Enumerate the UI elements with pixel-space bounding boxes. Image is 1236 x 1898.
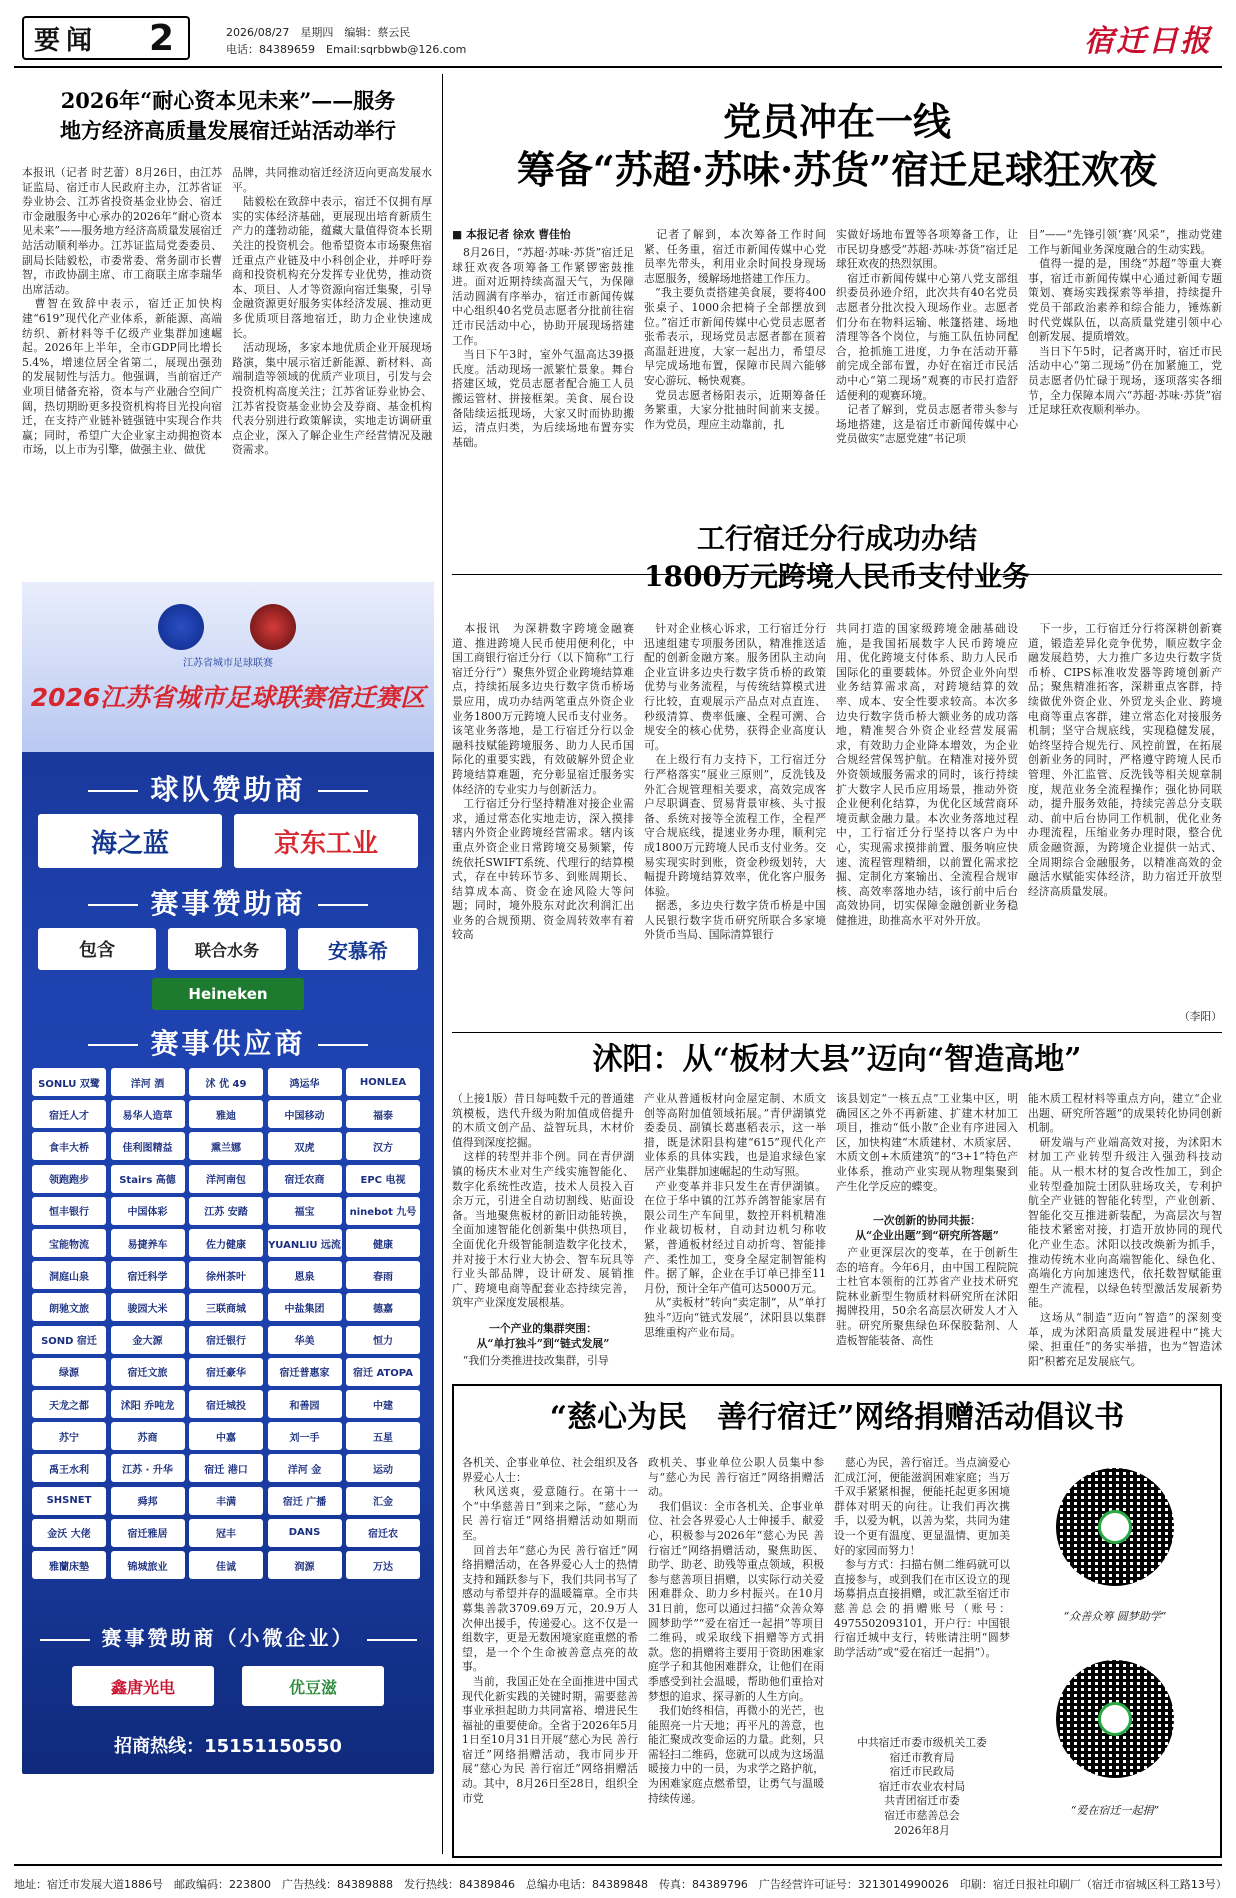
article2-column-2: 记者了解到，本次筹备工作时间紧、任务重，宿迁市新闻传媒中心党员率先带头，利用业余时间投身现场志愿服务，缓解场地搭建工作压力。 “我主要负责搭建美食展，要将400张桌子、1000余把椅子全部摆放到位。”宿迁市新闻传媒中心党员志愿者张希表示，现场党员志愿者都在顶着高温赶进度，大家一起出力，希望尽早完成场地布置，保障市民周六能够安心游玩、畅快观赛。 党员志愿者杨阳表示，近期筹备任务繁重，大家分批抽时间前来支援。作为党员，理应主动靠前，扎 xyxy=(644,228,826,431)
article3-column-2: 针对企业核心诉求，工行宿迁分行迅速组建专项服务团队，精准推送适配的创新金融方案。服务团队主动向企业宣讲多边央行数字货币桥的政策优势与业务流程，与传统结算模式进行比较，直观展示产品点对点直连、秒级清算、费率低廉、全程可溯、合规安全的核心优势，获得企业高度认可。 在上级行有力支持下，工行宿迁分行严格落实“展业三原则”，反洗钱及外汇合规管理相关要求，高效完成客户尽职调查、贸易背景审核、头寸报备、系统对接等全流程工作，全程严守合规底线，提速业务办理，顺利完成1800万元跨境人民币支付业务。交易实现实时到账，资金秒级划转，大幅提升跨境结算效率，优化客户服务体验。 据悉，多边央行数字货币桥是中国人民银行数字货币研究所联合多家境外货币当局、国际清算银行 xyxy=(644,622,826,942)
qr-code-scholarship[interactable] xyxy=(1056,1468,1174,1586)
supplier-logo: 宿迁普惠家 xyxy=(268,1358,342,1386)
article2-title-line1: 党员冲在一线 xyxy=(722,99,951,144)
supplier-logo: 苏商 xyxy=(111,1422,185,1450)
supplier-logo: 苏宁 xyxy=(32,1422,106,1450)
section-name: 要闻 xyxy=(34,25,99,56)
article1-column-2: 品牌，共同推动宿迁经济迈向更高发展水平。 陆毅松在致辞中表示，宿迁不仅拥有厚实的实体经济基础，更展现出培育新质生产力的蓬勃动能，蕴藏大量值得资本长期关注的投资机会。他希望资本市场聚焦宿迁重点产业链及中小科创企业，并呼吁券商和投资机构充分发挥专业优势，推动资本、项目、人才等资源向宿迁集聚，引导金融资源更好服务实体经济发展、推动更多优质项目落地宿迁，助力企业快速成长。 活动现场，多家本地优质企业开展现场路演，集中展示宿迁新能源、新材料、高端制造等领域的优质产业项目，引发与会投资机构高度关注；江苏省证券业协会、江苏省投资基金业协会及券商、基金机构代表分别进行政策解读，实地走访调研重点企业，深入了解企业生产经营情况及融资需求。 xyxy=(232,166,432,457)
league-emblem-icon xyxy=(158,604,204,650)
team-sponsor-1: 海之蓝 xyxy=(38,814,222,868)
supplier-logo: 鸿运华 xyxy=(268,1068,342,1096)
event-sponsor-3: 安慕希 xyxy=(298,928,418,970)
article5-signatories: 中共宿迁市委市级机关工委 宿迁市教育局 宿迁市民政局 宿迁市农业农村局 共青团宿迁市委 宿迁市慈善总会 2026年8月 xyxy=(857,1736,987,1837)
article2-column-4: 目”——“先锋引领‘赛’风采”，推动党建工作与新闻业务深度融合的生动实践。 值得一提的是，围绕“苏超”等重大赛事，宿迁市新闻传媒中心通过新闻专题策划、赛场实践探索等举措，持续提升党员干部政治素养和综合能力，锤炼新时代党媒队伍，以高质量党建引领中心创新发展、提质增效。 当日下午5时，记者离开时，宿迁市民活动中心“第二现场”仍在加紧施工，党员志愿者仍忙碌于现场，逐项落实各细节，全力保障本周六“苏超·苏味·苏货”宿迁足球狂欢夜顺利举办。 xyxy=(1028,228,1222,417)
supplier-logo: 宿迁城投 xyxy=(189,1390,263,1418)
supplier-logo: 福泰 xyxy=(346,1100,420,1128)
supplier-logo: 宿迁 港口 xyxy=(189,1454,263,1482)
article3-column-1: 本报讯 为深耕数字跨境金融赛道、推进跨境人民币使用便利化，中国工商银行宿迁分行（以下简称“工行宿迁分行”）聚焦外贸企业跨境结算难点，持续拓展多边央行数字货币桥场景应用，成功办结两笔重点外资企业业务1800万元跨境人民币支付业务。该笔业务落地，是工行宿迁分行以金融科技赋能跨境服务、助力人民币国际化的重要实践，有效破解外贸企业跨境结算难题，充分彰显宿迁服务实体经济的专业实力与创新活力。 工行宿迁分行坚持精准对接企业需求，通过常态化实地走访，深入摸排辖内外资企业跨境经营需求。辖内该重点外资企业日常跨境交易频繁，传统依托SWIFT系统、代理行的结算模式，存在中转环节多、到账周期长、结算成本高、资金在途风险大等问题；同时，境外股东对此次利润汇出业务的合规预期、资金周转效率有着较高 xyxy=(452,622,634,942)
supplier-logo: 天龙之都 xyxy=(32,1390,106,1418)
supplier-logo: 恩泉 xyxy=(268,1261,342,1289)
team-sponsor-heading: 球队赞助商 xyxy=(22,768,434,808)
supplier-logo: 朗驰文旅 xyxy=(32,1293,106,1321)
article1-headline xyxy=(18,86,438,146)
supplier-logo: 和善园 xyxy=(268,1390,342,1418)
article2-headline xyxy=(452,98,1222,194)
supplier-logo: 宿迁人才 xyxy=(32,1100,106,1128)
event-sponsor-4: Heineken xyxy=(152,978,304,1010)
supplier-logo: 汉方 xyxy=(346,1132,420,1160)
supplier-logo: 中盐集团 xyxy=(268,1293,342,1321)
supplier-logo: 沭阳 乔吨龙 xyxy=(111,1390,185,1418)
supplier-logo: 熏兰娜 xyxy=(189,1132,263,1160)
article4-column-4: 能木质工程材料等重点方向，建立“企业出题、研究所答题”的成果转化协同创新机制。 研发端与产业端高效对接，为沭阳木材加工产业转型升级注入强劲科技动能。从一根木材的复合改性加工，到企业转型叠加院士团队驻场攻关，专利护航全产业链的智能化转型，产业创新、智能化交互推进新装配，为高层次与智能技术紧密对接，打造开放协同的现代化产业生态。沭阳以技改焕新为抓手，推动传统木业向高端智能化、绿色化、高端化方向加速迭代，依托数智赋能重塑生产流程，以绿色转型激活发展新势能。 这场从“制造”迈向“智造”的深刻变革，成为沭阳高质量发展进程中“挑大梁、担重任”的务实举措，也为“智造沭阳”积蓄充足发展底气。 xyxy=(1028,1092,1222,1368)
supplier-logo: 锦城旅业 xyxy=(111,1551,185,1579)
supplier-logo: 禹王水利 xyxy=(32,1454,106,1482)
supplier-logo: 易华人造草 xyxy=(111,1100,185,1128)
supplier-logo: 佳利图精益 xyxy=(111,1132,185,1160)
supplier-logo: ninebot 九号 xyxy=(346,1197,420,1225)
supplier-logo: 佐力健康 xyxy=(189,1229,263,1257)
article5-column-1: 各机关、企事业单位、社会组织及各界爱心人士： 秋风送爽，爱意随行。在第十一个“中华慈善日”到来之际，“慈心为民 善行宿迁”网络捐赠活动如期而至。 回首去年“慈心为民 善行宿迁”网络捐赠活动，在各界爱心人士的热情支持和踊跃参与下，我们共同书写了感动与希望并存的温暖篇章。全市共募集善款3709.69万元，20.9万人次伸出援手，传递爱心。这不仅是一组数字，更是无数困境家庭重燃的希望，是一个个生命被善意点亮的故事。 当前，我国正处在全面推进中国式现代化新实践的关键时期，需要慈善事业承担起助力共同富裕、增进民生福祉的重要使命。全省于2026年5月1日至10月31日开展“慈心为民 善行宿迁”网络捐赠活动，我市同步开展“慈心为民 善行宿迁”网络捐赠活动。其中，8月26日至28日，组织全市党 xyxy=(462,1456,638,1805)
supplier-logo: 沭 优 49 xyxy=(189,1068,263,1096)
supplier-logo: 恒力 xyxy=(346,1326,420,1354)
supplier-logo: 宿迁 ATOPA xyxy=(346,1358,420,1386)
article4-column-1: （上接1版）昔日每吨数千元的普通建筑模板，迭代升级为附加值成倍提升的木质文创产品、益智玩具，木材价值得到深度挖掘。 这样的转型并非个例。同在青伊湖镇的杨庆木业对生产线实施智能化、数字化系统性改造，技术人员投入百余万元，引进全自动切割线、贴面设备。当地聚焦板材的新旧动能转换，全面加速智能化创新集中供热项目，全面优化升级智能制造数字化技术，并对接于木行业大协会、智车玩具等行业头部品牌，设计研发、展销推广、跨境电商等配套业态持续完善，筑牢产业深度发展根基。 xyxy=(452,1092,634,1310)
supplier-logo: 中国移动 xyxy=(268,1100,342,1128)
supplier-logo: 骏园大米 xyxy=(111,1293,185,1321)
article4-column-3: 该县划定“一核五点”工业集中区，明确园区之外不再新建、扩建木材加工项目，推动“低小散”企业有序进园入区，加快构建“木质建材、木质家居、木质文创+木质建筑”的“3+1”特色产业体系，推动产业实现从物理集聚到产生化学反应的蝶变。 xyxy=(836,1092,1018,1193)
article4-column-2: 产业从普通板材向金屋定制、木质文创等高附加值领域拓展。”青伊湖镇党委委员、副镇长葛惠稻表示，这一举措，既是沭阳县构建“615”现代化产业体系的具体实践，也是追求绿色家居产业集群加速崛起的生动写照。 产业变革并非只发生在青伊湖镇。在位于华中镇的江苏乔鸽智能家居有限公司生产车间里，数控开料机精准作业裁切板材，自动封边机匀称收紧，普通板材经过自动折弯、智能排产、柔性加工，变身全屋定制智能构件。据了解，企业在手订单已排至11月份，预计全年产值可达5000万元。 从“卖板材”转向“卖定制”，从“单打独斗”迈向“链式发展”，沭阳县以集群思维重构产业布局。 xyxy=(644,1092,826,1339)
supplier-logo: 中嘉 xyxy=(189,1422,263,1450)
supplier-logo: 五星 xyxy=(346,1422,420,1450)
article1-title-line1: 2026年“耐心资本见未来”——服务 xyxy=(60,88,396,113)
article4-column-1-cont: “我们分类推进技改集群，引导 xyxy=(452,1354,609,1367)
issue-contact: 电话：84389659 Email:sqrbbwb@126.com xyxy=(226,43,467,56)
footer-info: 地址：宿迁市发展大道1886号 邮政编码：223800 广告热线：84389888 发行热线：84389846 总编办电话：84389848 传真：84389796 广告经营许可证号：3213014990026 印刷：宿迁日报社印刷厂（宿迁市宿城区科工路13号） xyxy=(14,1878,1227,1891)
supplier-logo: 中国体彩 xyxy=(111,1197,185,1225)
supplier-logo: 雅迪 xyxy=(189,1100,263,1128)
supplier-logo: Stairs 高德 xyxy=(111,1165,185,1193)
supplier-logo: 刘一手 xyxy=(268,1422,342,1450)
article3-title-line1: 工行宿迁分行成功办结 xyxy=(696,522,977,555)
issue-date-editor: 2026/08/27 星期四 编辑：蔡云民 xyxy=(226,26,411,39)
article3-title-line2: 1800万元跨境人民币支付业务 xyxy=(644,560,1030,593)
qr-caption-donate: “爱在宿迁一起捐” xyxy=(1070,1804,1160,1817)
supplier-logo: 德嘉 xyxy=(346,1293,420,1321)
supplier-logo: 润源 xyxy=(268,1551,342,1579)
article4-subhead-1: 一个产业的集群突围： 从“单打独斗”到“链式发展” xyxy=(476,1322,610,1350)
micro-sponsor-heading: 赛事赞助商（小微企业） xyxy=(22,1622,434,1651)
supplier-logo: YUANLIU 远流 xyxy=(268,1229,342,1257)
supplier-heading: 赛事供应商 xyxy=(22,1022,434,1062)
supplier-logo: 佳诚 xyxy=(189,1551,263,1579)
supplier-logo: 洋河 金 xyxy=(268,1454,342,1482)
supplier-logo: 冠丰 xyxy=(189,1519,263,1547)
micro-sponsor-2: 优豆滋 xyxy=(242,1666,384,1706)
supplier-logo: 洋河 酒 xyxy=(111,1068,185,1096)
supplier-logo: 绿源 xyxy=(32,1358,106,1386)
supplier-logo: HONLEA xyxy=(346,1068,420,1096)
supplier-logo: 汇金 xyxy=(346,1487,420,1515)
supplier-logo: 健康 xyxy=(346,1229,420,1257)
supplier-logo: 金大源 xyxy=(111,1326,185,1354)
supplier-logo: 宿迁文旅 xyxy=(111,1358,185,1386)
supplier-logo: 华美 xyxy=(268,1326,342,1354)
article4-subhead-2: 一次创新的协同共振： 从“企业出题”到“研究所答题” xyxy=(855,1214,999,1242)
league-title: 2026江苏省城市足球联赛宿迁赛区 xyxy=(30,683,426,712)
supplier-logo: 恒丰银行 xyxy=(32,1197,106,1225)
masthead-rule xyxy=(14,66,1222,68)
supplier-logo: 福宝 xyxy=(268,1197,342,1225)
article5-column-3: 慈心为民，善行宿迁。当点滴爱心汇成江河，便能滋润困难家庭；当万千双手紧紧相握，便能托起更多困境群体对明天的向往。让我们再次携手，以爱为帆，以善为桨，共同为建设一个更有温度、更显温情、更加美好的家园而努力！ 参与方式：扫描右侧二维码就可以直接参与，或到我们在市区设立的现场募捐点直接捐赠，或汇款至宿迁市慈善总会的捐赠账号（账号：4975502093101，开户行：中国银行宿迁城中支行，转账请注明“圆梦助学活动”或“爱在宿迁一起捐”）。 xyxy=(834,1456,1010,1659)
article2-column-3: 实做好场地布置等各项筹备工作，让市民切身感受“苏超·苏味·苏货”宿迁足球狂欢夜的热烈氛围。 宿迁市新闻传媒中心第八党支部组织委员孙逊介绍，此次共有40名党员志愿者分批次投入现场作业。志愿者们分布在物料运输、帐篷搭建、场地清理等各个岗位，与施工队伍协同配合，抢抓施工进度，力争在活动开幕前完成全部布置，办好在宿迁市民活动中心“第二现场”观赛的市民打造舒适便利的观赛环境。 记者了解到，党员志愿者带头参与场地搭建，这是宿迁市新闻传媒中心党员做实“志愿党建”书记项 xyxy=(836,228,1018,446)
supplier-logo: 金沃 大佬 xyxy=(32,1519,106,1547)
supplier-logo: 双虎 xyxy=(268,1132,342,1160)
supplier-logo: 洞庭山泉 xyxy=(32,1261,106,1289)
supplier-logo: SHSNET xyxy=(32,1487,106,1515)
article3-column-4: 下一步，工行宿迁分行将深耕创新赛道，锻造差异化竞争优势，顺应数字金融发展趋势，大力推广多边央行数字货币桥、CIPS标准收发器等跨境创新产品；聚焦精准拓客，深耕重点客群，持续做优外资企业、外贸龙头企业、跨境电商等重点客群，建立常态化对接服务机制；坚守合规底线，实现稳健发展，始终坚持合规先行、风控前置，在拓展创新业务的同时，严格遵守跨境人民币管理、外汇监管、反洗钱等相关规章制度，规范业务全流程操作；强化协同联动，提升服务效能，持续完善总分支联动、前中后台协同工作机制，优化业务办理流程，压缩业务办理时限，整合优质金融资源，为跨境企业提供一站式、全周期综合金融服务，以精准高效的金融活水赋能实体经济，助力宿迁开放型经济高质量发展。 xyxy=(1028,622,1222,898)
article3-column-3: 共同打造的国家级跨境金融基础设施，是我国拓展数字人民币跨境应用、优化跨境支付体系、助力人民币国际化的重要载体。外贸企业外向型业务结算需求高，对跨境结算的效率、成本、安全性要求较高。本次多边央行数字货币桥大额业务的成功落地，精准契合外资企业经营发展需求，有效助力企业降本增效，为企业合规经营保驾护航。在精准对接外贸外资领域服务需求的同时，该行持续扩大数字人民币应用场景，推动外资企业便利化结算，为优化区域营商环境贡献金融力量。本次业务落地过程中，工行宿迁分行坚持以客户为中心，实现需求摸排前置、服务响应快速、流程管理精细，以前置化需求挖掘、定制化方案输出、全流程合规审核、高效率落地办结，该行前中后台高效协同，切实保障金融创新业务稳健推进，助推高水平对外开放。 xyxy=(836,622,1018,927)
event-sponsor-1: 包含 xyxy=(38,928,156,970)
article2-byline: ■ 本报记者 徐欢 曹佳怡 xyxy=(452,228,571,241)
supplier-logo: 江苏 安踏 xyxy=(189,1197,263,1225)
supplier-logo: 丰满 xyxy=(189,1487,263,1515)
supplier-logo: 雅蘭床墊 xyxy=(32,1551,106,1579)
article2-title-line2: 筹备“苏超·苏味·苏货”宿迁足球狂欢夜 xyxy=(516,147,1158,192)
supplier-logo: 江苏 · 升华 xyxy=(111,1454,185,1482)
supplier-logo: 宿迁农商 xyxy=(268,1165,342,1193)
column-divider xyxy=(442,74,443,1854)
league-small-name: 江苏省城市足球联赛 xyxy=(183,658,273,669)
article-divider xyxy=(452,1032,1222,1033)
issue-meta xyxy=(226,24,466,58)
supplier-logo: 食丰大桥 xyxy=(32,1132,106,1160)
article5-headline: “慈心为民 善行宿迁”网络捐赠活动倡议书 xyxy=(549,1400,1125,1435)
section-badge xyxy=(22,16,190,60)
article5-column-2: 政机关、事业单位公职人员集中参与“慈心为民 善行宿迁”网络捐赠活动。 我们倡议：全市各机关、企事业单位、社会各界爱心人士伸援手、献爱心，积极参与2026年“慈心为民 善行宿迁”网络捐赠活动，聚焦助医、助学、助老、助残等重点领域，积极参与慈善项目捐赠，以实际行动关爱困难群众、助力乡村振兴。在10月31日前，您可以通过扫描“众善众筹 圆梦助学”“爱在宿迁一起捐”等项目二维码，或采取线下捐赠等方式捐款。您的捐赠将主要用于资助困难家庭学子和其他困难群众，让他们在雨季感受到社会温暖，帮助他们重拾对梦想的追求、探寻新的人生方向。 我们始终相信，再微小的光芒，也能照亮一片天地；再平凡的善意，也能汇聚成改变命运的力量。此刻，只需轻扫二维码，您就可以成为这场温暖接力中的一员，为求学之路护航，为困难家庭点燃希望，让勇气与温暖持续传递。 xyxy=(648,1456,824,1805)
event-sponsor-2: 联合水务 xyxy=(168,928,286,970)
supplier-logo: 宿迁银行 xyxy=(189,1326,263,1354)
supplier-logo: SOND 宿迁 xyxy=(32,1326,106,1354)
supplier-logo: 中建 xyxy=(346,1390,420,1418)
article4-column-3-cont: 产业更深层次的变革，在于创新生态的培育。今年6月，由中国工程院院士杜官本领衔的江苏省产业技术研究院林业新型生物质材料研究所在沭阳揭牌投用，50余名高层次研发人才入驻。研究所聚焦绿色环保胶黏剂、人造板智能装备、高性 xyxy=(836,1246,1018,1347)
supplier-logo: 运动 xyxy=(346,1454,420,1482)
team-sponsor-2: 京东工业 xyxy=(234,814,418,868)
team-emblem-icon xyxy=(250,604,296,650)
supplier-logo: 徐州茶叶 xyxy=(189,1261,263,1289)
supplier-logo: SONLU 双鹭 xyxy=(32,1068,106,1096)
micro-sponsor-1: 鑫唐光电 xyxy=(72,1666,214,1706)
supplier-logo: 宿迁科学 xyxy=(111,1261,185,1289)
article1-title-line2: 地方经济高质量发展宿迁站活动举行 xyxy=(60,118,396,143)
article2-column-1: 8月26日，“苏超·苏味·苏货”宿迁足球狂欢夜各项筹备工作紧锣密鼓推进。面对近期持续高温天气，为保障活动圆满有序举办，宿迁市新闻传媒中心组织40名党员志愿者分批前往宿迁市民活动中心，协助开展现场搭建工作。 当日下午3时，室外气温高达39摄氏度。活动现场一派繁忙景象。舞台搭建区域，党员志愿者配合施工人员搬运管材、拼接框架。美食、展台设备陆续运抵现场，大家又时而协助搬运，清点归类，为后续场地布置夯实基础。 xyxy=(452,246,634,449)
supplier-logo: 三联商城 xyxy=(189,1293,263,1321)
supplier-logo: 易捷养车 xyxy=(111,1229,185,1257)
article1-column-1: 本报讯（记者 时艺蕾）8月26日，由江苏证监局、宿迁市人民政府主办，江苏省证券业协会、江苏省投资基金业协会、宿迁市金融服务中心承办的2026年“耐心资本见未来”——服务地方经济高质量发展宿迁站活动顺利举办。江苏证监局党委委员、副局长陆毅松，市委常委、常务副市长曹智，市政协副主席、市工商联主席李瑞华出席活动。 曹智在致辞中表示，宿迁正加快构建“619”现代化产业体系，新能源、高端纺织、新材料等千亿级产业集群加速崛起。2026年上半年，全市GDP同比增长5.4%，增速位居全省第二，展现出强劲的发展韧性与活力。他强调，当前宿迁产业项目储备充裕，资本与产业融合空间广阔，热切期盼更多投资机构将目光投向宿迁，在支持产业链补链强链中实现合作共赢；同时，希望广大企业家主动拥抱资本市场，以上市为引擎，做强主业、做优 xyxy=(22,166,222,457)
supplier-logo: 宿迁豪华 xyxy=(189,1358,263,1386)
event-sponsor-heading: 赛事赞助商 xyxy=(22,882,434,922)
supplier-logo: 万达 xyxy=(346,1551,420,1579)
supplier-logo: 宝能物流 xyxy=(32,1229,106,1257)
supplier-logo: 宿迁 广播 xyxy=(268,1487,342,1515)
sponsor-hotline: 招商热线：15151150550 xyxy=(114,1736,342,1757)
article3-headline xyxy=(452,520,1222,596)
supplier-logo: 春雨 xyxy=(346,1261,420,1289)
qr-caption-scholarship: “众善众筹 圆梦助学” xyxy=(1063,1610,1167,1623)
newspaper-logo: 宿迁日报 xyxy=(1084,24,1212,59)
supplier-logo: DANS xyxy=(268,1519,342,1547)
article4-headline: 沭阳：从“板材大县”迈向“智造高地” xyxy=(592,1042,1082,1077)
supplier-logo: 舜邦 xyxy=(111,1487,185,1515)
page-number: 2 xyxy=(148,17,174,59)
supplier-logo-grid xyxy=(32,1068,424,1598)
sponsor-ad xyxy=(22,582,434,1774)
qr-code-donate[interactable] xyxy=(1056,1660,1174,1778)
supplier-logo: 宿迁农 xyxy=(346,1519,420,1547)
footer-rule xyxy=(14,1864,1222,1866)
supplier-logo: 领跑跑步 xyxy=(32,1165,106,1193)
article3-source: （李阳） xyxy=(1178,1010,1222,1023)
supplier-logo: 宿迁雅居 xyxy=(111,1519,185,1547)
supplier-logo: EPC 电视 xyxy=(346,1165,420,1193)
supplier-logo: 洋河南包 xyxy=(189,1165,263,1193)
